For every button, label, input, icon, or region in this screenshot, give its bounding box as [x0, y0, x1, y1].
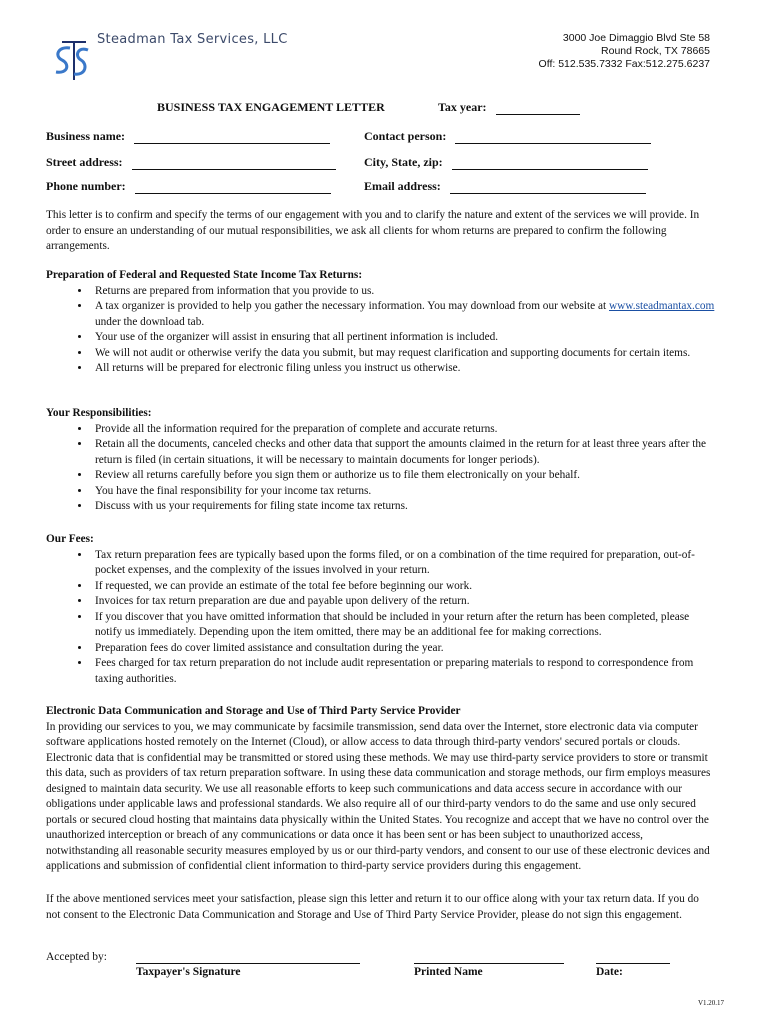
phone-number-line[interactable]	[135, 182, 331, 194]
business-name-line[interactable]	[134, 132, 330, 144]
list-item-text: under the download tab.	[95, 315, 205, 328]
list-item: • Retain all the documents, canceled checks and other data that support the amounts claimed in the return for at least three years after the return is filed (in certain situations, it will be necessary to maintain documents for longer periods).	[91, 437, 716, 468]
phone-number-field[interactable]	[46, 179, 331, 194]
list-item: • Your use of the organizer will assist in ensuring that all pertinent information is included.	[91, 330, 716, 346]
email-address-line[interactable]	[450, 182, 646, 194]
electronic-data-heading: Electronic Data Communication and Storage and Use of Third Party Service Provider	[46, 705, 461, 717]
responsibilities-list	[46, 422, 716, 515]
phone-number-label: Phone number:	[46, 179, 126, 193]
company-address	[539, 32, 710, 71]
taxpayer-signature-label: Taxpayer's Signature	[136, 966, 241, 978]
list-item: • All returns will be prepared for electronic filing unless you instruct us otherwise.	[91, 361, 716, 377]
responsibilities-section	[46, 406, 716, 515]
fees-list	[46, 548, 716, 688]
business-name-label: Business name:	[46, 129, 126, 143]
electronic-data-section	[46, 704, 716, 875]
address-line-2: Round Rock, TX 78665	[601, 45, 710, 57]
tax-year-label: Tax year:	[438, 100, 487, 114]
list-item	[91, 299, 716, 330]
city-state-zip-field[interactable]	[364, 155, 648, 170]
page-title: BUSINESS TAX ENGAGEMENT LETTER	[157, 100, 385, 114]
printed-name-label: Printed Name	[414, 966, 483, 978]
phone-fax-line: Off: 512.535.7332 Fax:512.275.6237	[538, 58, 710, 70]
list-item: • Provide all the information required for the preparation of complete and accurate returns.	[91, 422, 716, 438]
list-item: • If requested, we can provide an estimate of the total fee before beginning our work.	[91, 579, 716, 595]
website-link[interactable]: www.steadmantax.com	[609, 300, 715, 312]
company-name: Steadman Tax Services, LLC	[97, 32, 288, 47]
list-item: • Tax return preparation fees are typically based upon the forms filed, or on a combination of the time required for preparation, out-of-pocket expenses, and the complexity of the issues involved in your return.	[91, 548, 716, 579]
email-address-label: Email address:	[364, 179, 441, 193]
electronic-data-body: In providing our services to you, we may communicate by facsimile transmission, send data over the Internet, store electronic data via computer software applications hosted remotely on the Internet (Cloud), or allow access to data through third-party vendors' secured portals or clouds. Electronic data that is confidential may be transmitted or stored using these methods. We may use third-party service providers to store or transmit this data, such as providers of tax return preparation software. In using these data communication and storage methods, our firm employs measures designed to maintain data security. We use all reasonable efforts to keep such communications and data access secure in accordance with our obligations under applicable laws and professional standards. We also require all of our third-party vendors to do the same and use only secured portals or secured cloud hosting that maintains data physically within the United States. You recognize and accept that we have no control over the unauthorized interception or breach of any communications or data once it has been sent or has been subject to unauthorized access, notwithstanding all reasonable security measures employed by us or our third-party vendors, and consent to our use of these electronic devices and applications and submission of confidential client information to third-party service providers during this engagement.	[46, 720, 711, 872]
closing-paragraph: If the above mentioned services meet your satisfaction, please sign this letter and return it to our office along with your tax return data. If you do not consent to the Electronic Data Communication and Storage and Use of Third Party Service Provider, please do not sign this engagement.	[46, 893, 699, 921]
date-label: Date:	[596, 966, 623, 978]
list-item: • Review all returns carefully before you sign them or authorize us to file them electronically on your behalf.	[91, 468, 716, 484]
city-state-zip-line[interactable]	[452, 158, 648, 170]
business-name-field[interactable]	[46, 129, 330, 144]
fees-heading: Our Fees:	[46, 533, 94, 545]
list-item: • We will not audit or otherwise verify the data you submit, but may request clarification and supporting documents for certain items.	[91, 346, 716, 362]
list-item-text: A tax organizer is provided to help you gather the necessary information. You may download from our website at	[95, 300, 607, 312]
city-state-zip-label: City, State, zip:	[364, 155, 443, 169]
list-item: • Discuss with us your requirements for filing state income tax returns.	[91, 499, 716, 515]
list-item: • Preparation fees do cover limited assistance and consultation during the year.	[91, 641, 716, 657]
list-item: • You have the final responsibility for your income tax returns.	[91, 484, 716, 500]
version-label: V1.20.17	[697, 999, 724, 1007]
preparation-list	[46, 284, 716, 377]
street-address-line[interactable]	[132, 158, 336, 170]
list-item: • Invoices for tax return preparation are due and payable upon delivery of the return.	[91, 594, 716, 610]
printed-name-line[interactable]	[414, 952, 564, 964]
fees-section	[46, 532, 716, 687]
tax-year-line[interactable]	[496, 103, 580, 115]
company-logo	[48, 36, 96, 84]
street-address-field[interactable]	[46, 155, 336, 170]
street-address-label: Street address:	[46, 155, 123, 169]
preparation-section	[46, 268, 716, 377]
intro-paragraph: This letter is to confirm and specify the terms of our engagement with you and to clarify the nature and extent of the services we will provide. In order to ensure an understanding of our mutual responsibilities, we ask all clients for whom returns are prepared to confirm the following arrangements.	[46, 209, 700, 252]
list-item: • Returns are prepared from information that you provide to us.	[91, 284, 716, 300]
list-item: • Fees charged for tax return preparation do not include audit representation or preparing materials to respond to correspondence from taxing authorities.	[91, 656, 716, 687]
address-line-1: 3000 Joe Dimaggio Blvd Ste 58	[562, 32, 710, 44]
contact-person-line[interactable]	[455, 132, 651, 144]
email-address-field[interactable]	[364, 179, 646, 194]
contact-person-field[interactable]	[364, 129, 651, 144]
contact-person-label: Contact person:	[364, 129, 447, 143]
tax-year-field[interactable]	[438, 100, 580, 115]
list-item: • If you discover that you have omitted information that should be included in your return after the return has been completed, please notify us immediately. Depending upon the item omitted, there may be an additional fee for making corrections.	[91, 610, 716, 641]
responsibilities-heading: Your Responsibilities:	[46, 407, 152, 419]
taxpayer-signature-line[interactable]	[136, 952, 360, 964]
preparation-heading: Preparation of Federal and Requested State Income Tax Returns:	[46, 269, 363, 281]
accepted-by-label: Accepted by:	[46, 951, 107, 963]
date-line[interactable]	[596, 952, 670, 964]
